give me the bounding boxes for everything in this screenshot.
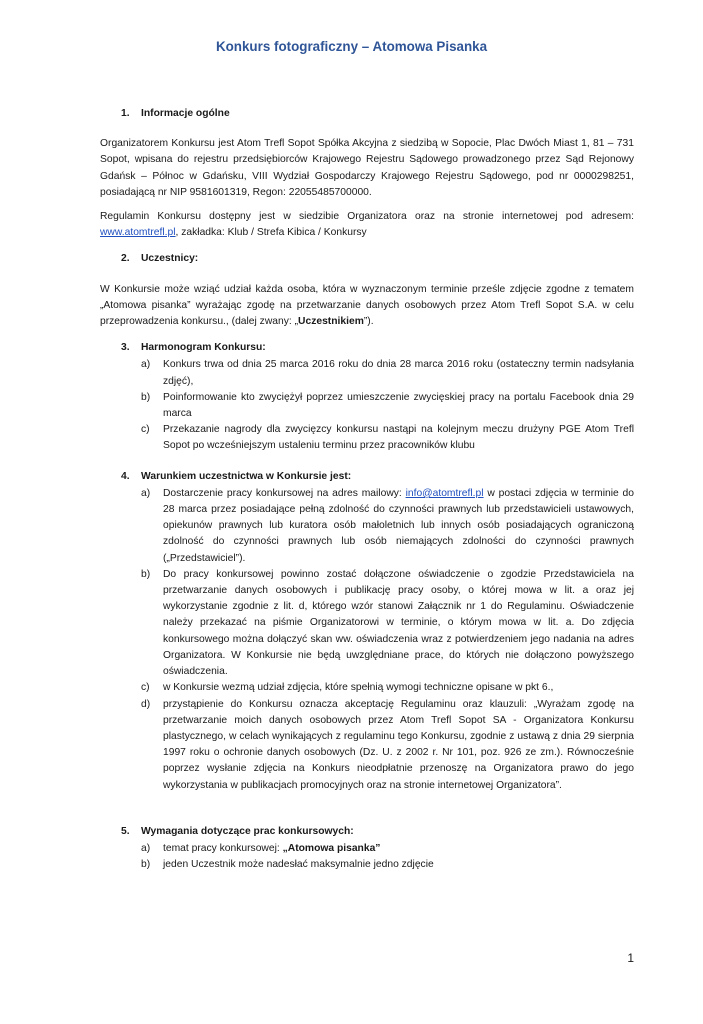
contest-theme: „Atomowa pisanka” (282, 842, 381, 854)
list-item-label: c) (141, 682, 150, 694)
participant-term: Uczestnikiem (298, 316, 364, 328)
page-number: 1 (627, 951, 634, 965)
schedule-list (141, 357, 634, 454)
list-item-text: Konkurs trwa od dnia 25 marca 2016 roku do dnia 28 marca 2016 roku (ostateczny termin nadsyłania zdjęć), (163, 359, 634, 387)
section-5-heading (121, 824, 634, 840)
list-item-text: Poinformowanie kto zwyciężył poprzez umieszczenie zwycięskiej pracy na portalu Facebook dnia 29 marca (163, 391, 634, 420)
document-title: Konkurs fotograficzny – Atomowa Pisanka (215, 39, 488, 54)
list-item-label: b) (141, 568, 151, 580)
section-2-heading (121, 251, 634, 267)
list-item (141, 486, 634, 567)
list-item-text: w Konkursie wezmą udział zdjęcia, które spełnią wymogi techniczne opisane w pkt 6., (163, 682, 554, 694)
section-heading-text: Warunkiem uczestnictwa w Konkursie jest: (141, 470, 352, 482)
list-item-label: c) (141, 424, 150, 436)
participants-text: W Konkursie może wziąć udział każda osoba, która w wyznaczonym terminie prześle zdjęcie zgodne z tematem „Atomowa pisanka” wyrażając zgodę na przetwarzanie danych osobowych przez Atom Trefl Sopot S.A. w celu przeprowadzenia konkursu., (dalej zwany: „ (100, 283, 634, 328)
section-1-paragraph-rules (100, 209, 634, 241)
rules-text: Regulamin Konkursu dostępny jest w siedzibie Organizatora oraz na stronie internetowej pod adresem: (100, 211, 634, 223)
section-1-paragraph-organizer: Organizatorem Konkursu jest Atom Trefl Sopot Spółka Akcyjna z siedzibą w Sopocie, Plac Dwóch Miast 1, 81 – 731 Sopot, wpisana do rejestru przedsiębiorców Krajowego Rejestru Sądowego prowadzonego przez Sąd Rejonowy Gdańsk – Północ w Gdańsku, VIII Wydział Gospodarczy Krajowego Rejestru Sądowego, pod nr 0000298251, posiadającą nr NIP 9581601319, Regon: 22055485700000. (100, 138, 634, 198)
list-item (141, 357, 634, 389)
list-item (141, 422, 634, 454)
section-number: 5. (121, 825, 130, 837)
section-number: 4. (121, 470, 130, 482)
conditions-list (141, 486, 634, 794)
requirements-list (141, 841, 634, 873)
list-item-text: temat pracy konkursowej: (163, 842, 283, 854)
list-item (141, 841, 634, 857)
list-item-label: b) (141, 391, 151, 403)
rules-tail: , zakładka: Klub / Strefa Kibica / Konkursy (175, 227, 367, 239)
list-item-text: Przekazanie nagrody dla zwycięzcy konkursu nastąpi na kolejnym meczu drużyny PGE Atom Trefl Sopot po wcześniejszym ustaleniu terminu przez pracowników klubu (163, 424, 634, 452)
list-item-label: d) (141, 698, 151, 710)
section-2-paragraph (100, 282, 634, 331)
section-heading-text: Uczestnicy: (141, 253, 199, 265)
section-heading-text: Wymagania dotyczące prac konkursowych: (141, 825, 354, 837)
list-item-label: b) (141, 859, 151, 871)
section-number: 3. (121, 342, 130, 354)
list-item-text-tail: w postaci zdjęcia w terminie do 28 marca przez posiadające pełną zdolność do czynności prawnych lub przedstawicieli ustawowych, opiekunów prawnych lub kuratora osób małoletnich lub innych osób posiadających ograniczoną zdolność do czynności prawnych lub osób niemających zdolności do czynności prawnych („Przedstawiciel”). (163, 487, 634, 564)
section-1-heading (121, 106, 634, 122)
section-heading-text: Informacje ogólne (141, 108, 230, 119)
list-item-label: a) (141, 359, 151, 371)
section-heading-text: Harmonogram Konkursu: (141, 342, 266, 354)
list-item (141, 567, 634, 680)
section-number: 1. (121, 108, 130, 119)
participants-tail: ”). (363, 316, 374, 328)
section-4-heading (121, 469, 634, 485)
list-item-text: jeden Uczestnik może nadesłać maksymalnie jedno zdjęcie (163, 859, 434, 871)
list-item-text: Dostarczenie pracy konkursowej na adres mailowy: (163, 487, 406, 499)
list-item-text: przystąpienie do Konkursu oznacza akceptację Regulaminu oraz klauzuli: „Wyrażam zgodę na przetwarzanie moich danych osobowych przez Atom Trefl Sopot SA - Organizatora Konkursu plastycznego, w celach wynikających z regulaminu tego Konkursu, zgodnie z ustawą z dnia 29 sierpnia 1997 roku o ochronie danych osobowych (Dz. U. z 2002 r. Nr 101, poz. 926 ze zm.). Równocześnie poprzez wysłanie zdjęcia na Konkurs nieodpłatnie przenoszę na Organizatora prawo do jego wykorzystania w publikacjach promocyjnych oraz na stronie internetowej Organizatora”. (163, 698, 634, 791)
section-3-heading (121, 340, 634, 356)
website-link[interactable]: www.atomtrefl.pl (100, 227, 176, 239)
list-item (141, 857, 634, 873)
document-body (100, 106, 634, 873)
email-link[interactable]: info@atomtrefl.pl (405, 487, 484, 499)
list-item-label: a) (141, 842, 151, 854)
list-item (141, 680, 634, 696)
list-item (141, 697, 634, 794)
section-number: 2. (121, 253, 130, 265)
list-item (141, 390, 634, 422)
list-item-text: Do pracy konkursowej powinno zostać dołączone oświadczenie o zgodzie Przedstawiciela na przetwarzanie danych osobowych i publikację pracy osoby, o której mowa w lit. a oraz jej wykorzystanie zgodnie z lit. d, którego wzór stanowi Załącznik nr 1 do Regulaminu. Oświadczenie należy przekazać na piśmie Organizatorowi w terminie, o którym mowa w lit. a. Do zdjęcia konkursowego można dołączyć skan ww. oświadczenia wraz z potwierdzeniem jego nadania na adres Organizatora. W Konkursie nie będą uwzględniane prace, do których nie dołączono powyższego oświadczenia. (163, 568, 634, 678)
list-item-label: a) (141, 487, 151, 499)
